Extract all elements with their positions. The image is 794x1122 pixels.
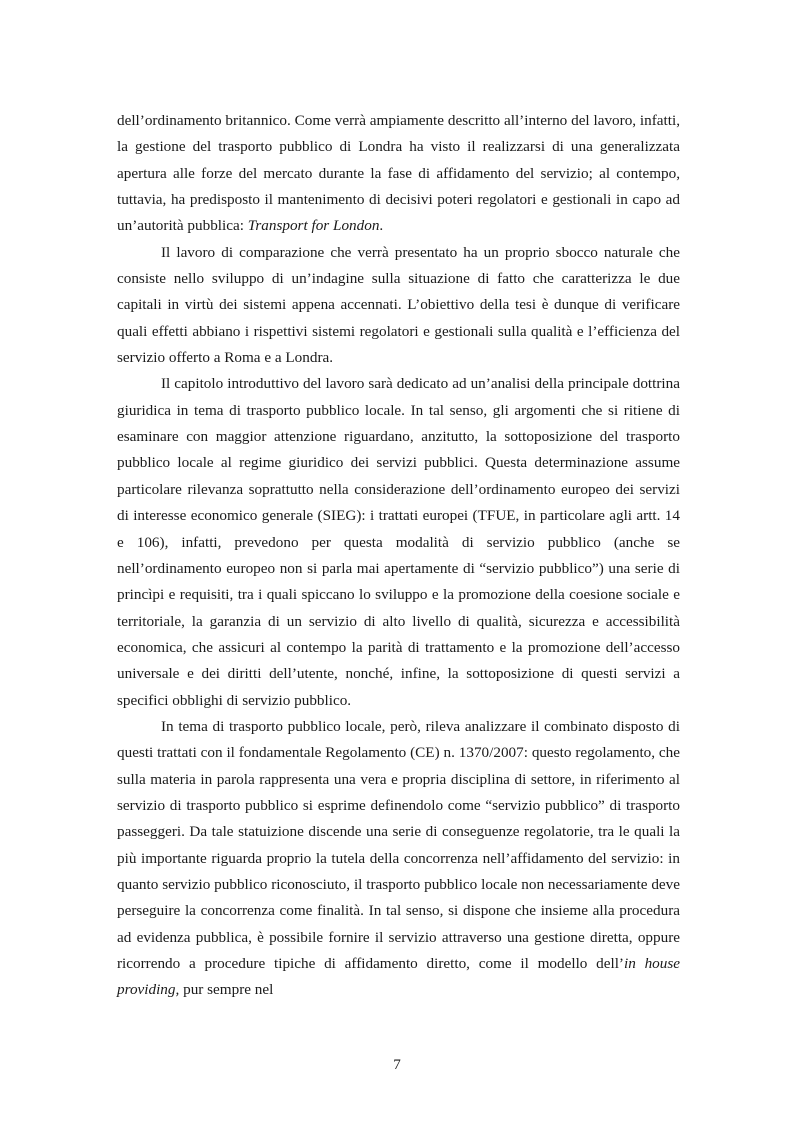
paragraph-4-italic-term: in house providing,: [117, 955, 680, 999]
paragraph-2: [117, 240, 680, 372]
paragraph-4-text-a: In tema di trasporto pubblico locale, però, rileva analizzare il combinato disposto di questi trattati con il fondamentale Regolamento (CE) n. 1370/2007: questo regolamento, che sulla materia in parola rappresenta una vera e propria disciplina di settore, in riferimento al servizio di trasporto pubblico si esprime definendolo come “servizio pubblico” di trasporto passeggeri. Da tale statuizione discende una serie di conseguenze regolatorie, tra le quali la più importante riguarda proprio la tutela della concorrenza nell’affidamento del servizio: in quanto servizio pubblico riconosciuto, il trasporto pubblico locale non necessariamente deve perseguire la concorrenza come finalità. In tal senso, si dispone che insieme alla procedura ad evidenza pubblica, è possibile fornire il servizio attraverso una gestione diretta, oppure ricorrendo a procedure tipiche di affidamento diretto, come il modello dell’: [117, 717, 680, 972]
page-body: [117, 108, 680, 1004]
paragraph-1-text-b: .: [379, 217, 384, 235]
paragraph-4-text-b: pur sempre nel: [179, 981, 274, 999]
page-number: 7: [393, 1056, 401, 1073]
paragraph-1-text-a: dell’ordinamento britannico. Come verrà ampiamente descritto all’interno del lavoro, infatti, la gestione del trasporto pubblico di Londra ha visto il realizzarsi di una generalizzata apertura alle forze del mercato durante la fase di affidamento del servizio; al contempo, tuttavia, ha predisposto il mantenimento di decisivi poteri regolatori e gestionali in capo ad un’autorità pubblica:: [117, 112, 680, 235]
paragraph-3: [117, 371, 680, 713]
paragraph-4: [117, 714, 680, 1004]
paragraph-1-italic-term: Transport for London: [247, 217, 380, 235]
paragraph-3-text: Il capitolo introduttivo del lavoro sarà dedicato ad un’analisi della principale dottrina giuridica in tema di trasporto pubblico locale. In tal senso, gli argomenti che si ritiene di esaminare con maggior attenzione riguardano, anzitutto, la sottoposizione del trasporto pubblico locale al regime giuridico dei servizi pubblici. Questa determinazione assume particolare rilevanza soprattutto nella considerazione dell’ordinamento europeo dei servizi di interesse economico generale (SIEG): i trattati europei (TFUE, in particolare agli artt. 14 e 106), infatti, prevedono per questa modalità di servizio pubblico (anche se nell’ordinamento europeo non si parla mai apertamente di “servizio pubblico”) una serie di princìpi e requisiti, tra i quali spiccano lo sviluppo e la promozione della coesione sociale e territoriale, la garanzia di un servizio di alto livello di qualità, sicurezza e accessibilità economica, che assicuri al contempo la parità di trattamento e la promozione dell’accesso universale e dei diritti dell’utente, nonché, infine, la sottoposizione di questi servizi a specifici obblighi di servizio pubblico.: [117, 375, 680, 709]
paragraph-1: [117, 108, 680, 240]
paragraph-2-text: Il lavoro di comparazione che verrà presentato ha un proprio sbocco naturale che consiste nello sviluppo di un’indagine sulla situazione di fatto che caratterizza le due capitali in virtù dei sistemi appena accennati. L’obiettivo della tesi è dunque di verificare quali effetti abbiano i rispettivi sistemi regolatori e gestionali sulla qualità e l’efficienza del servizio offerto a Roma e a Londra.: [117, 243, 680, 367]
